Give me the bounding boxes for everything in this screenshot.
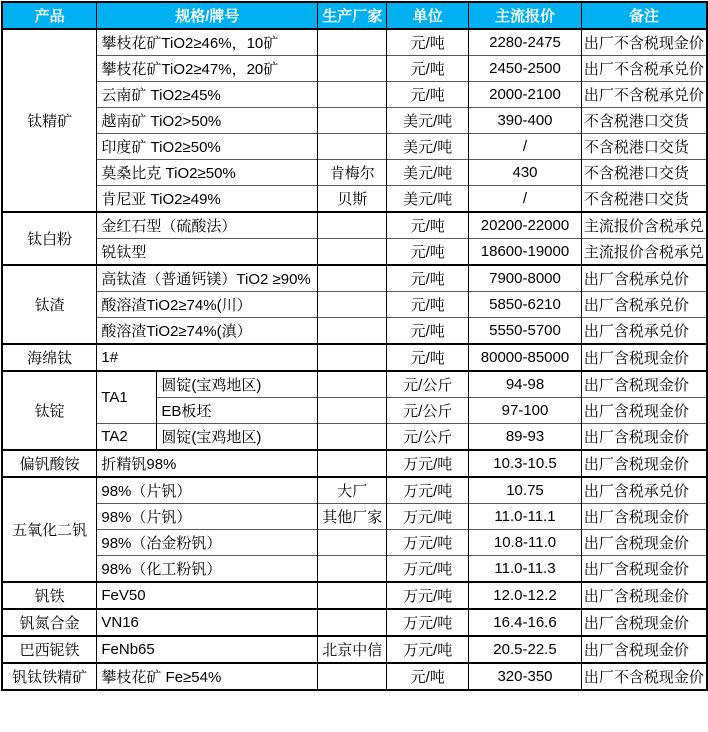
table-row [2,477,707,504]
product-cell: 偏钒酸铵 [2,450,97,477]
product-cell: 钛精矿 [2,29,97,212]
spec-cell: 1# [97,344,318,371]
unit-cell: 万元/吨 [387,609,469,636]
unit-cell: 美元/吨 [387,160,469,186]
grade-cell: TA1 [97,371,157,424]
unit-cell: 元/吨 [387,212,469,239]
col-header-product: 产品 [2,2,97,29]
price-cell: 10.3-10.5 [469,450,582,477]
product-cell: 钛白粉 [2,212,97,265]
table-row [2,450,707,477]
spec-cell: 莫桑比克 TiO2≥50% [97,160,318,186]
spec-cell: 攀枝花矿TiO2≥47%，20矿 [97,56,318,82]
spec-cell: 攀枝花矿 Fe≥54% [97,663,318,690]
spec-cell: 越南矿 TiO2>50% [97,108,318,134]
unit-cell: 万元/吨 [387,477,469,504]
price-cell: 7900-8000 [469,265,582,292]
manufacturer-cell: 大厂 [318,477,387,504]
note-cell: 出厂含税现金价 [581,424,707,451]
manufacturer-cell [318,530,387,556]
table-row [2,239,707,266]
table-row [2,56,707,82]
manufacturer-cell [318,212,387,239]
spec-cell: 云南矿 TiO2≥45% [97,82,318,108]
manufacturer-cell [318,82,387,108]
note-cell: 出厂含税现金价 [581,450,707,477]
table-row [2,82,707,108]
manufacturer-cell [318,292,387,318]
unit-cell: 元/公斤 [387,371,469,398]
spec-cell: 圆锭(宝鸡地区) [157,424,318,451]
price-cell: 20200-22000 [469,212,582,239]
manufacturer-cell: 肯梅尔 [318,160,387,186]
manufacturer-cell [318,134,387,160]
manufacturer-cell [318,108,387,134]
product-cell: 海绵钛 [2,344,97,371]
table-row [2,344,707,371]
table-row [2,134,707,160]
price-cell: 18600-19000 [469,239,582,266]
manufacturer-cell [318,318,387,345]
header-row [2,2,707,29]
unit-cell: 万元/吨 [387,556,469,583]
note-cell: 出厂含税现金价 [581,344,707,371]
unit-cell: 元/吨 [387,663,469,690]
note-cell: 不含税港口交货 [581,134,707,160]
note-cell: 不含税港口交货 [581,108,707,134]
note-cell: 出厂含税现金价 [581,582,707,609]
spec-cell: 酸溶渣TiO2≥74%(滇） [97,318,318,345]
price-cell: 97-100 [469,398,582,424]
product-cell: 钛渣 [2,265,97,344]
spec-cell: 印度矿 TiO2≥50% [97,134,318,160]
manufacturer-cell [318,609,387,636]
manufacturer-cell: 其他厂家 [318,504,387,530]
table-row [2,530,707,556]
price-cell: 94-98 [469,371,582,398]
note-cell: 出厂含税现金价 [581,636,707,663]
table-row [2,29,707,56]
manufacturer-cell [318,29,387,56]
manufacturer-cell [318,556,387,583]
table-row [2,265,707,292]
spec-cell: 98%（冶金粉钒） [97,530,318,556]
table-row [2,609,707,636]
unit-cell: 元/吨 [387,29,469,56]
spec-cell: 折精钒98% [97,450,318,477]
product-cell: 钒氮合金 [2,609,97,636]
note-cell: 出厂含税现金价 [581,504,707,530]
table-row [2,292,707,318]
price-cell: 16.4-16.6 [469,609,582,636]
table-row [2,318,707,345]
manufacturer-cell [318,450,387,477]
price-cell: 2000-2100 [469,82,582,108]
table-row [2,186,707,213]
table-row [2,108,707,134]
unit-cell: 元/吨 [387,265,469,292]
spec-cell: FeNb65 [97,636,318,663]
manufacturer-cell [318,371,387,398]
unit-cell: 元/吨 [387,82,469,108]
table-row [2,160,707,186]
manufacturer-cell [318,344,387,371]
spec-cell: 圆锭(宝鸡地区) [157,371,318,398]
product-cell: 巴西铌铁 [2,636,97,663]
table-row [2,371,707,398]
spec-cell: VN16 [97,609,318,636]
note-cell: 出厂不含税承兑价 [581,56,707,82]
col-header-price: 主流报价 [469,2,582,29]
unit-cell: 元/吨 [387,292,469,318]
table-row [2,424,707,451]
price-cell: 5550-5700 [469,318,582,345]
price-cell: 2450-2500 [469,56,582,82]
unit-cell: 元/吨 [387,344,469,371]
unit-cell: 美元/吨 [387,186,469,213]
note-cell: 不含税港口交货 [581,160,707,186]
table-row [2,663,707,690]
note-cell: 主流报价含税承兑 [581,239,707,266]
manufacturer-cell [318,424,387,451]
spec-cell: 酸溶渣TiO2≥74%(川） [97,292,318,318]
manufacturer-cell: 北京中信 [318,636,387,663]
price-cell: 10.75 [469,477,582,504]
note-cell: 出厂不含税现金价 [581,663,707,690]
col-header-manufacturer: 生产厂家 [318,2,387,29]
unit-cell: 万元/吨 [387,582,469,609]
price-cell: 2280-2475 [469,29,582,56]
unit-cell: 万元/吨 [387,450,469,477]
note-cell: 出厂含税现金价 [581,609,707,636]
price-cell: 5850-6210 [469,292,582,318]
price-cell: / [469,134,582,160]
price-cell: 390-400 [469,108,582,134]
manufacturer-cell [318,265,387,292]
spec-cell: 98%（化工粉钒） [97,556,318,583]
col-header-note: 备注 [581,2,707,29]
note-cell: 出厂含税承兑价 [581,477,707,504]
manufacturer-cell [318,239,387,266]
unit-cell: 美元/吨 [387,108,469,134]
spec-cell: 金红石型（硫酸法） [97,212,318,239]
note-cell: 出厂含税现金价 [581,398,707,424]
product-cell: 五氧化二钒 [2,477,97,582]
price-cell: 80000-85000 [469,344,582,371]
spec-cell: 锐钛型 [97,239,318,266]
unit-cell: 元/吨 [387,56,469,82]
price-cell: 10.8-11.0 [469,530,582,556]
product-cell: 钒铁 [2,582,97,609]
price-cell: 11.0-11.3 [469,556,582,583]
product-cell: 钛锭 [2,371,97,450]
note-cell: 出厂不含税现金价 [581,29,707,56]
note-cell: 出厂含税承兑价 [581,265,707,292]
spec-cell: 肯尼亚 TiO2≥49% [97,186,318,213]
note-cell: 出厂含税现金价 [581,530,707,556]
spec-cell: 攀枝花矿TiO2≥46%，10矿 [97,29,318,56]
table-row [2,636,707,663]
grade-cell: TA2 [97,424,157,451]
price-cell: / [469,186,582,213]
manufacturer-cell [318,663,387,690]
note-cell: 出厂含税现金价 [581,371,707,398]
unit-cell: 万元/吨 [387,530,469,556]
unit-cell: 万元/吨 [387,504,469,530]
unit-cell: 美元/吨 [387,134,469,160]
unit-cell: 元/吨 [387,318,469,345]
price-cell: 20.5-22.5 [469,636,582,663]
note-cell: 出厂含税现金价 [581,556,707,583]
price-cell: 430 [469,160,582,186]
manufacturer-cell: 贝斯 [318,186,387,213]
price-cell: 11.0-11.1 [469,504,582,530]
unit-cell: 元/公斤 [387,424,469,451]
table-row [2,582,707,609]
note-cell: 出厂含税承兑价 [581,318,707,345]
note-cell: 出厂不含税承兑价 [581,82,707,108]
table-row [2,556,707,583]
spec-cell: 98%（片钒） [97,477,318,504]
price-table [1,1,708,691]
price-cell: 12.0-12.2 [469,582,582,609]
table-row [2,504,707,530]
price-cell: 89-93 [469,424,582,451]
spec-cell: 高钛渣（普通钙镁）TiO2 ≥90% [97,265,318,292]
table-row [2,212,707,239]
col-header-spec: 规格/牌号 [97,2,318,29]
manufacturer-cell [318,398,387,424]
unit-cell: 万元/吨 [387,636,469,663]
note-cell: 不含税港口交货 [581,186,707,213]
unit-cell: 元/吨 [387,239,469,266]
note-cell: 主流报价含税承兑 [581,212,707,239]
col-header-unit: 单位 [387,2,469,29]
spec-cell: 98%（片钒） [97,504,318,530]
price-cell: 320-350 [469,663,582,690]
product-cell: 钒钛铁精矿 [2,663,97,690]
manufacturer-cell [318,582,387,609]
unit-cell: 元/公斤 [387,398,469,424]
manufacturer-cell [318,56,387,82]
spec-cell: FeV50 [97,582,318,609]
note-cell: 出厂含税承兑价 [581,292,707,318]
spec-cell: EB板坯 [157,398,318,424]
